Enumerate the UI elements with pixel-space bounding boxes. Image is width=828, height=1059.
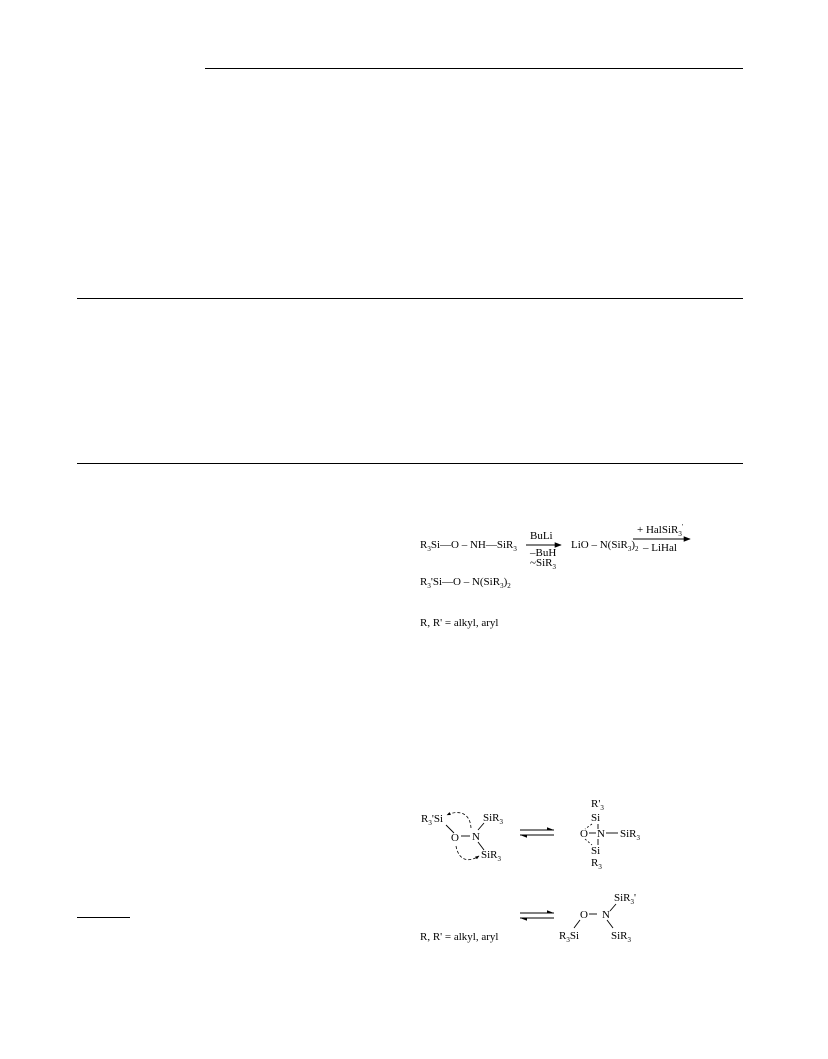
bond bbox=[574, 920, 580, 928]
silicon-atom: Si bbox=[591, 812, 601, 824]
silyl-group-label: SiR$_3$ bbox=[620, 828, 641, 842]
silyl-group-label: SiR$_3$ bbox=[611, 930, 632, 944]
nitrogen-atom: N bbox=[602, 909, 610, 921]
silyl-group-label: SiR$_3$ bbox=[481, 849, 502, 863]
silyl-group-label: SiR$_3$' bbox=[614, 892, 636, 906]
substituent-definition: R, R' = alkyl, aryl bbox=[420, 931, 499, 943]
bond bbox=[478, 823, 484, 830]
scheme-1 bbox=[420, 523, 690, 629]
silyl-group-label: $R_3'Si$ bbox=[421, 813, 443, 827]
byproduct-silane: ~SiR$_3$ bbox=[530, 557, 556, 571]
nitrogen-atom: N bbox=[472, 831, 480, 843]
reagent-butyllithium: BuLi bbox=[530, 530, 553, 542]
oxygen-atom: O bbox=[580, 828, 588, 840]
byproduct-butane: –BuH bbox=[530, 547, 557, 559]
silicon-atom: Si bbox=[591, 845, 601, 857]
oxygen-atom: O bbox=[580, 909, 588, 921]
bond bbox=[607, 920, 613, 928]
substituent-label: $R_3$ bbox=[591, 857, 602, 871]
lithium-intermediate-formula: LiO – $N(SiR_3)_2$ bbox=[571, 539, 639, 553]
electron-shift-arrow bbox=[447, 813, 471, 828]
silyl-group-label: $R_3Si$ bbox=[559, 930, 580, 944]
substituent-label: $R'_3$ bbox=[591, 798, 604, 812]
byproduct-lithium-halide: – LiHal bbox=[643, 542, 677, 554]
silyl-group-label: SiR$_3$ bbox=[483, 812, 504, 826]
reactant-formula: $R_3Si—O$ – NH—SiR$_3$ bbox=[420, 539, 517, 553]
nitrogen-atom: N bbox=[597, 828, 605, 840]
bond bbox=[610, 904, 616, 911]
reagent-halosilane: + HalSiR$_3$' bbox=[637, 523, 684, 538]
electron-shift-arrow bbox=[456, 846, 479, 860]
scheme-2 bbox=[420, 798, 641, 944]
product-formula: $R_3'Si—O - N(SiR_3)_2$ bbox=[420, 576, 511, 590]
substituent-definition: R, R' = alkyl, aryl bbox=[420, 617, 499, 629]
oxygen-atom: O bbox=[451, 832, 459, 844]
